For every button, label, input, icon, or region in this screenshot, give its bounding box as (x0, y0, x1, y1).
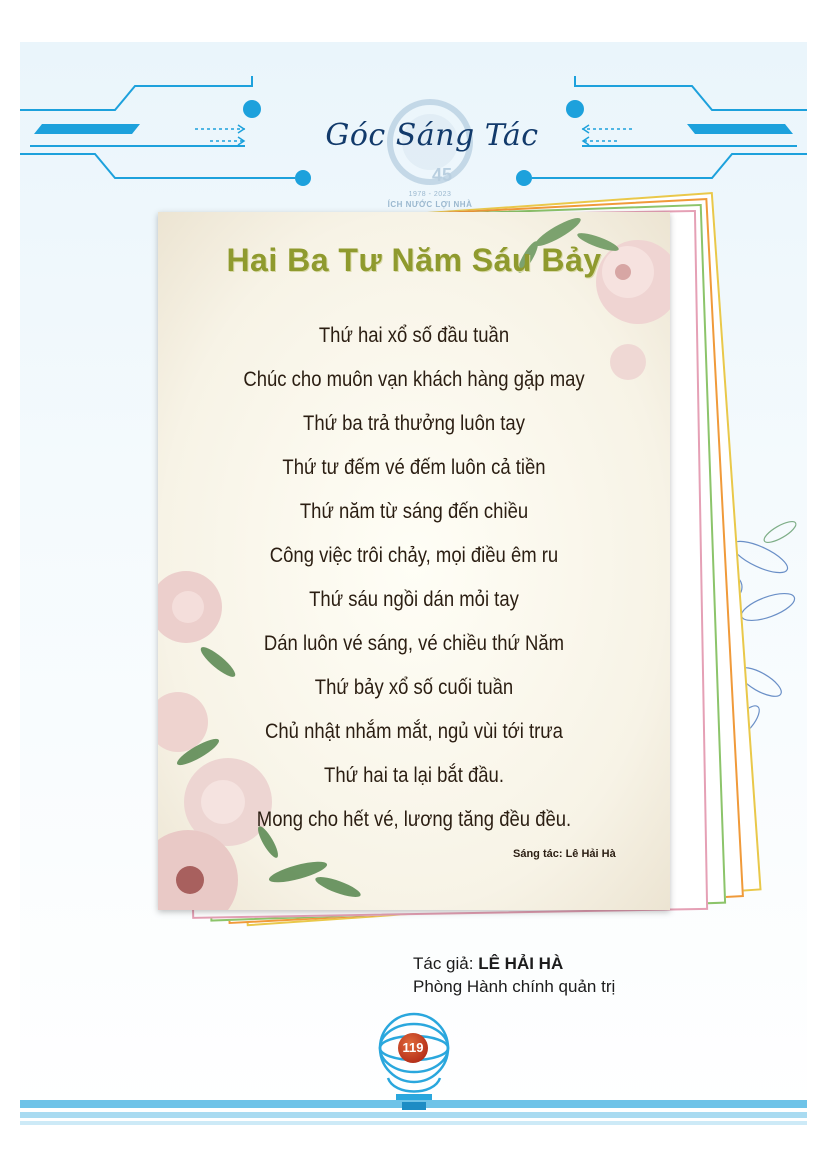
page-number-badge: 119 (398, 1033, 428, 1063)
poem-line: Thứ hai ta lại bắt đầu. (324, 763, 504, 787)
poem-signature: Sáng tác: Lê Hải Hà (513, 848, 616, 860)
emblem-anniversary-number: 45 (432, 165, 453, 185)
poem-line: Chủ nhật nhắm mắt, ngủ vùi tới trưa (265, 719, 563, 743)
poem-card (158, 212, 670, 910)
globe-icon (374, 1008, 454, 1118)
author-label: Tác giả: (413, 954, 474, 973)
poem-line: Thứ bảy xổ số cuối tuần (314, 675, 514, 699)
poem-line: Chúc cho muôn vạn khách hàng gặp may (243, 367, 585, 391)
poem-line: Thứ năm từ sáng đến chiều (299, 499, 529, 523)
author-name: LÊ HẢI HÀ (478, 954, 564, 973)
poem-line: Thứ hai xổ số đầu tuần (318, 323, 510, 347)
poem-line: Mong cho hết vé, lương tăng đều đều. (256, 807, 572, 831)
author-department: Phòng Hành chính quản trị (413, 977, 616, 996)
poem-line: Công việc trôi chảy, mọi điều êm ru (269, 543, 559, 567)
emblem-slogan: ÍCH NƯỚC LỢI NHÀ (387, 200, 473, 209)
poem-line: Thứ ba trả thưởng luôn tay (303, 411, 525, 435)
emblem-years: 1978 - 2023 (408, 191, 452, 198)
section-title: Góc Sáng Tác (325, 118, 539, 153)
poem-lines (158, 313, 670, 841)
poem-line: Thứ sáu ngồi dán mỏi tay (309, 587, 519, 611)
poem-title: Hai Ba Tư Năm Sáu Bảy (226, 242, 602, 278)
author-credit (413, 952, 615, 998)
poem-line: Dán luôn vé sáng, vé chiều thứ Năm (263, 631, 565, 655)
poem-line: Thứ tư đếm vé đếm luôn cả tiền (282, 455, 546, 479)
